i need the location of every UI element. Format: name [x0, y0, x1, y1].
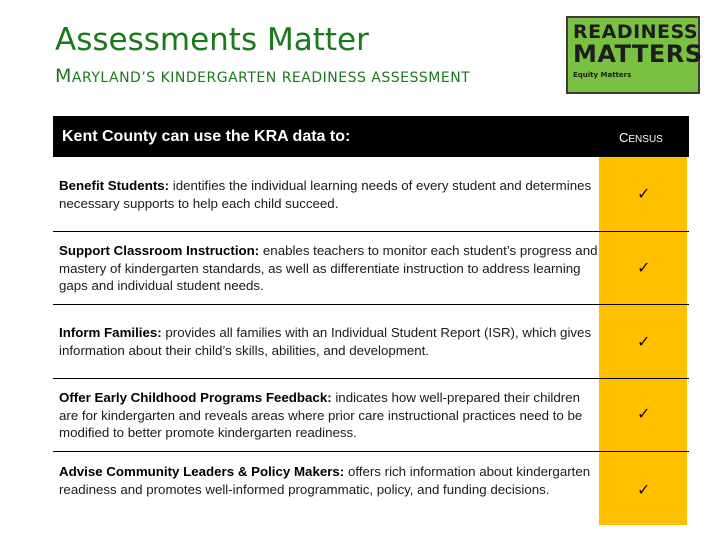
subtitle-initial: M — [55, 65, 72, 87]
check-icon: ✓ — [637, 480, 651, 499]
row-label: Support Classroom Instruction: — [59, 243, 260, 258]
logo-tagline: Equity Matters — [573, 71, 632, 79]
row-divider — [53, 378, 689, 379]
table-row — [59, 242, 599, 295]
table-row — [59, 389, 599, 442]
row-text: enables teachers to monitor each student’s progress and mastery of kindergarten standards, as well as differentiate instruction to address learning gaps and individual student needs. — [59, 243, 598, 293]
census-rest: ENSUS — [628, 134, 663, 145]
row-label: Benefit Students: — [59, 178, 170, 193]
row-text: indicates how well-prepared their children are for kindergarten and reveals areas where prior care instructional practices need to be modified to better promote kindergarten readiness. — [59, 390, 583, 440]
row-text: provides all families with an Individual Student Report (ISR), which gives information about their child’s skills, abilities, and development. — [59, 325, 592, 358]
table-header — [53, 116, 689, 157]
row-label: Advise Community Leaders & Policy Makers: — [59, 464, 345, 479]
row-label: Inform Families: — [59, 325, 162, 340]
table-row — [59, 324, 599, 359]
logo-line-1: READINESS — [573, 21, 699, 43]
logo-line-2: MATTERS — [573, 40, 703, 68]
table-row — [59, 177, 599, 212]
row-text: identifies the individual learning needs of every student and determines necessary supports to help each child succeed. — [59, 178, 592, 211]
row-label: Offer Early Childhood Programs Feedback: — [59, 390, 332, 405]
census-initial: C — [619, 130, 629, 145]
table-row — [59, 463, 599, 498]
check-icon: ✓ — [637, 404, 651, 423]
row-divider — [53, 451, 689, 452]
readiness-matters-logo — [566, 16, 703, 94]
page-subtitle — [55, 65, 470, 87]
table-header-title: Kent County can use the KRA data to: — [62, 128, 351, 145]
row-divider — [53, 304, 689, 305]
check-icon: ✓ — [637, 184, 651, 203]
census-column-header — [619, 130, 663, 145]
subtitle-rest: ARYLAND’S KINDERGARTEN READINESS ASSESSMENT — [71, 70, 471, 86]
row-text: offers rich information about kindergarten readiness and promotes well-informed programmatic, policy, and funding decisions. — [59, 464, 591, 497]
page-title: Assessments Matter — [55, 22, 369, 58]
check-icon: ✓ — [637, 258, 651, 277]
row-divider — [53, 231, 689, 232]
check-icon: ✓ — [637, 332, 651, 351]
